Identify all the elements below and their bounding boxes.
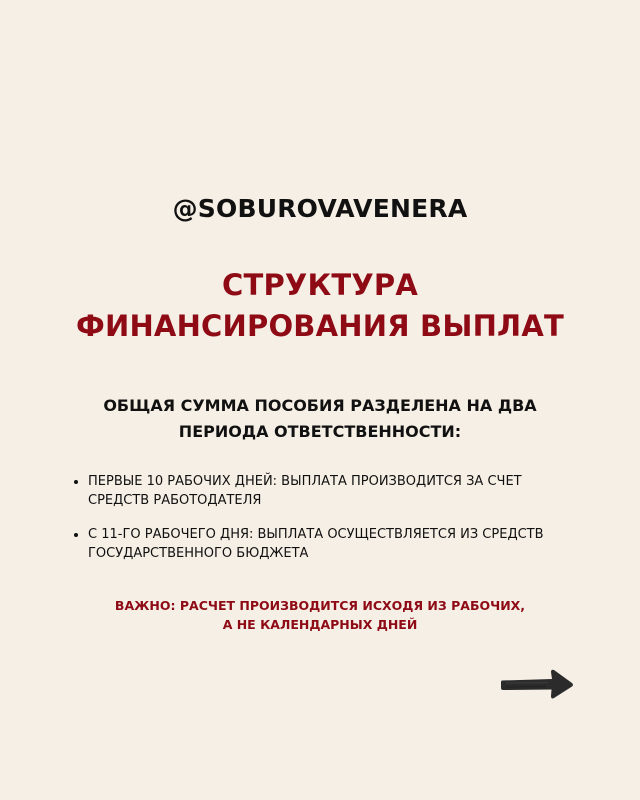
important-line-1: ВАЖНО: РАСЧЕТ ПРОИЗВОДИТСЯ ИСХОДЯ ИЗ РАБОЧИХ, (114, 598, 526, 613)
bullet-list (72, 472, 616, 578)
bullet-icon (74, 480, 78, 484)
list-item-line-2: СРЕДСТВ РАБОТОДАТЕЛЯ (88, 493, 262, 508)
subtitle-line-1: ОБЩАЯ СУММА ПОСОБИЯ РАЗДЕЛЕНА НА ДВА (103, 396, 537, 415)
list-item-line-1: С 11-ГО РАБОЧЕГО ДНЯ: ВЫПЛАТА ОСУЩЕСТВЛЯЕТСЯ ИЗ СРЕДСТВ (88, 527, 544, 542)
arrow-right-icon[interactable] (500, 664, 574, 704)
author-handle: @SOBUROVAVENERA (172, 194, 468, 223)
important-note (0, 596, 640, 634)
list-item (72, 525, 616, 563)
arrow-right-shape (501, 670, 573, 699)
list-item (72, 472, 616, 510)
list-item-line-1: ПЕРВЫЕ 10 РАБОЧИХ ДНЕЙ: ВЫПЛАТА ПРОИЗВОДИТСЯ ЗА СЧЕТ (88, 474, 522, 489)
subtitle (0, 393, 640, 445)
subtitle-line-2: ПЕРИОДА ОТВЕТСТВЕННОСТИ: (178, 422, 462, 441)
title-line-2: ФИНАНСИРОВАНИЯ ВЫПЛАТ (76, 309, 564, 343)
list-item-line-2: ГОСУДАРСТВЕННОГО БЮДЖЕТА (88, 546, 309, 561)
bullet-icon (74, 533, 78, 537)
important-line-2: А НЕ КАЛЕНДАРНЫХ ДНЕЙ (222, 617, 418, 632)
title-line-1: СТРУКТУРА (221, 268, 419, 302)
page-title (0, 265, 640, 347)
